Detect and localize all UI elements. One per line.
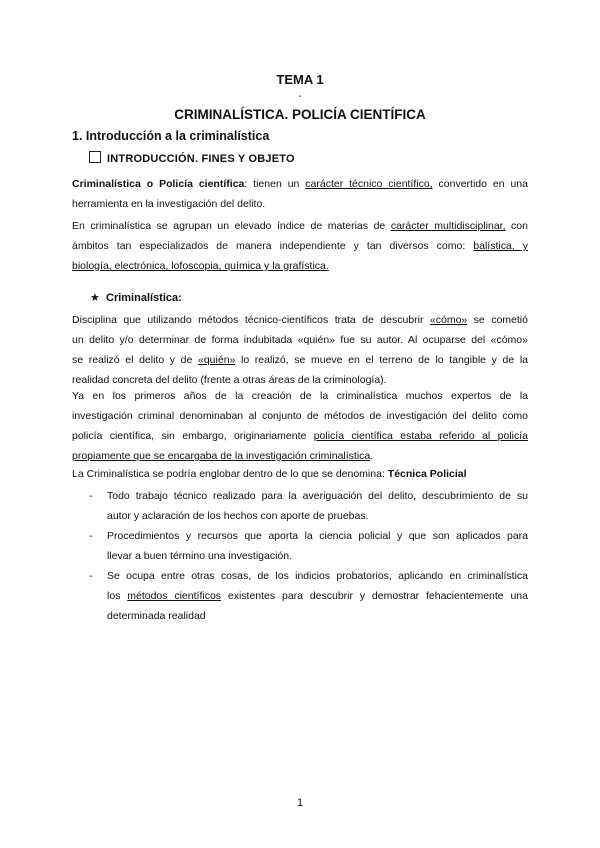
paragraph-line [72,464,528,484]
bold-term: Criminalística o Policía científica [72,178,245,190]
paragraph-materias [72,216,528,276]
paragraph-line [72,216,528,236]
checkbox-icon [89,151,101,163]
underlined-text: balística, y [473,240,528,252]
underlined-text: métodos científicos [127,590,222,602]
text-run: . [370,450,374,462]
paragraph-line [72,310,528,330]
paragraph-line [72,256,528,276]
list-item-line: autor y aclaración de los hechos con aporte de pruebas. [107,510,369,522]
text-run: lo realizó, se mueve en el terreno de lo tangible y de la [235,354,529,366]
text-run: convertido en una [432,178,528,190]
text-run: En criminalística se agrupan un elevado índice de materias de [72,220,391,232]
text-run: se realizó el delito y de [72,354,198,366]
document-subtitle: CRIMINALÍSTICA. POLICÍA CIENTÍFICA [174,107,426,122]
section-heading: 1. Introducción a la criminalística [72,129,270,143]
text-run: : tienen un [244,178,306,190]
list-item-line: llevar a buen término una investigación. [107,550,293,562]
text-run: policía científica, sin embargo, originariamente [72,430,314,442]
list-item [72,526,528,566]
bold-term: Técnica Policial [387,468,467,480]
paragraph-line: herramienta en la investigación del delito. [72,198,266,210]
list-item-line [107,586,528,606]
paragraph-line [72,174,528,194]
paragraph-tecnica [72,464,528,484]
document-title: TEMA 1 [276,72,324,87]
text-run: Disciplina que utilizando métodos técnico-científicos trata de descubrir [72,314,430,326]
list-item-line: Todo trabajo técnico realizado para la averiguación del delito, descubrimiento de su [107,490,528,502]
paragraph-line [72,236,528,256]
star-icon: ★ [90,292,100,304]
paragraph-historia [72,386,528,466]
dash-bullet: - [89,570,93,582]
paragraph-line: un delito y/o determinar de forma indubitada «quién» fue su autor. Al ocuparse del «cómo» [72,334,528,346]
underlined-text: policía científica estaba referido al policía [313,430,528,442]
bullet-list [72,486,528,626]
paragraph-line [72,446,528,466]
underlined-text: carácter multidisciplinar, [390,220,506,232]
list-item-line: Se ocupa entre otras cosas, de los indicios probatorios, aplicando en criminalística [107,570,528,582]
text-run: existentes para descubrir y demostrar fehacientemente una [221,590,528,602]
paragraph-line [72,426,528,446]
paragraph-line: investigación criminal denominaban al conjunto de métodos de investigación del delito como [72,410,528,422]
dash-bullet: - [89,490,93,502]
section-subheading [89,151,295,165]
list-item [72,566,528,626]
title-separator: - [298,91,302,102]
paragraph-line [72,350,528,370]
text-run: La Criminalística se podría englobar dentro de lo que se denomina: [72,468,388,480]
text-run: los [107,590,128,602]
underlined-text: «cómo» [429,314,468,326]
text-run: ámbitos tan especializados de manera independiente y tan diversos como: [72,240,474,252]
paragraph-definition [72,174,528,214]
underlined-text: biología, electrónica, lofoscopia, química y la grafística. [72,260,329,272]
star-heading [90,291,182,304]
list-item [72,486,528,526]
dash-bullet: - [89,530,93,542]
paragraph-line: Ya en los primeros años de la creación de la criminalística muchos expertos de la [72,390,528,402]
underlined-text: «quién» [198,354,236,366]
text-run: con [505,220,528,232]
star-heading-text: Criminalística: [106,292,182,304]
underlined-text: carácter técnico científico, [305,178,433,190]
text-run: se cometió [467,314,528,326]
paragraph-line: realidad concreta del delito (frente a otras áreas de la criminología). [72,374,387,386]
paragraph-disciplina [72,310,528,390]
underlined-text: propiamente que se encargaba de la investigación criminalística [72,450,371,462]
list-item-line: Procedimientos y recursos que aporta la ciencia policial y que son aplicados para [107,530,528,542]
subheading-text: INTRODUCCIÓN. FINES Y OBJETO [107,153,295,165]
list-item-line: determinada realidad [107,610,206,622]
page-number: 1 [296,797,304,809]
